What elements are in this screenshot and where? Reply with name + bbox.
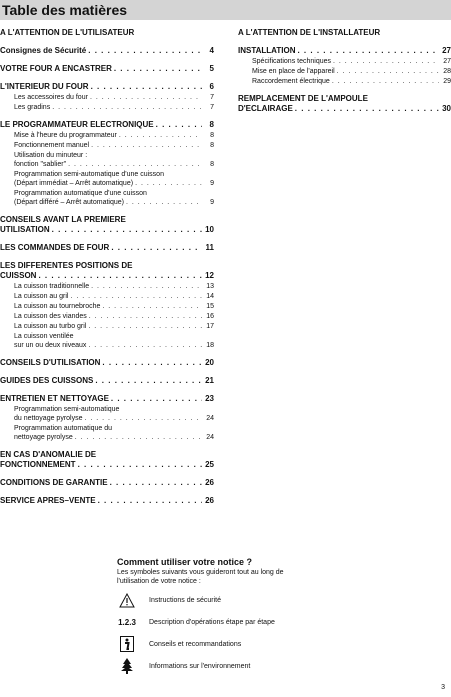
- toc-entry-text: nettoyage pyrolyse: [14, 434, 73, 441]
- toc-subentry: [0, 93, 214, 102]
- toc-subentry: [238, 67, 451, 76]
- toc-entry: [0, 64, 214, 74]
- toc-subentry: [0, 302, 214, 311]
- toc-entry-text: sur un ou deux niveaux: [14, 342, 87, 349]
- dot-leader: [109, 243, 202, 253]
- title-bar: [0, 0, 451, 20]
- toc-page-number: 30: [442, 104, 451, 113]
- dot-leader: [76, 460, 202, 470]
- toc-subentry: [238, 77, 451, 86]
- toc-page-number: 5: [209, 64, 214, 73]
- toc-entry-text: Spécifications techniques: [252, 58, 331, 65]
- toc-page-number: 18: [206, 342, 214, 349]
- usage-guide-title: Comment utiliser votre notice ?: [117, 557, 253, 567]
- toc-entry-text: Consignes de Sécurité: [0, 46, 87, 55]
- toc-subentry: [0, 141, 214, 150]
- dot-leader: [88, 93, 202, 102]
- toc-page-number: 21: [205, 376, 214, 385]
- toc-entry-text: Mise en place de l'appareil: [252, 68, 335, 75]
- toc-page-number: 16: [206, 313, 214, 320]
- toc-page-number: 8: [209, 120, 214, 129]
- toc-entry-text: FONCTIONNEMENT: [0, 460, 76, 469]
- toc-entry-text: UTILISATION: [0, 225, 50, 234]
- info-i-icon: [117, 635, 137, 653]
- toc-section-header: [0, 28, 214, 38]
- toc-entry: [0, 46, 214, 56]
- page-number: 3: [441, 684, 445, 691]
- toc-entry: [0, 215, 214, 235]
- dot-leader: [36, 271, 202, 281]
- toc-entry-text: CUISSON: [0, 271, 37, 280]
- toc-entry-text: LE PROGRAMMATEUR ELECTRONIQUE: [0, 120, 154, 129]
- toc-page-number: 11: [205, 243, 214, 252]
- toc-subentry: [238, 57, 451, 66]
- toc-page-number: 28: [443, 68, 451, 75]
- dot-leader: [100, 358, 202, 368]
- toc-entry: [0, 120, 214, 130]
- dot-leader: [293, 104, 439, 114]
- toc-subentry: [0, 103, 214, 112]
- toc-page-number: 27: [443, 58, 451, 65]
- dot-leader: [335, 67, 439, 76]
- dot-leader: [89, 141, 202, 150]
- usage-guide-intro-2: l'utilisation de votre notice :: [117, 578, 201, 585]
- toc-entry-text: CONSEILS D'UTILISATION: [0, 358, 101, 367]
- symbol-label: Instructions de sécurité: [149, 596, 221, 604]
- toc-entry-text: ENTRETIEN ET NETTOYAGE: [0, 394, 109, 403]
- toc-page-number: 8: [210, 161, 214, 168]
- symbol-row-tips: [117, 634, 347, 654]
- tree-icon: [117, 657, 137, 675]
- toc-entry: [0, 450, 214, 470]
- dot-leader: [96, 496, 202, 506]
- toc-entry: [0, 243, 214, 253]
- dot-leader: [331, 57, 439, 66]
- dot-leader: [100, 302, 202, 311]
- dot-leader: [89, 282, 202, 291]
- symbol-row-steps: [117, 612, 347, 632]
- dot-leader: [86, 322, 202, 331]
- toc-page-number: 24: [206, 415, 214, 422]
- toc-page-number: 8: [210, 142, 214, 149]
- dot-leader: [68, 292, 202, 301]
- toc-subentry: [0, 170, 214, 188]
- toc-page-number: 27: [442, 46, 451, 55]
- dot-leader: [154, 120, 202, 130]
- dot-leader: [108, 478, 202, 488]
- toc-page-number: 9: [210, 180, 214, 187]
- warning-triangle-icon: [117, 591, 137, 609]
- dot-leader: [87, 312, 202, 321]
- toc-page-number: 12: [205, 271, 214, 280]
- toc-subentry: [0, 189, 214, 207]
- toc-page-number: 6: [209, 82, 214, 91]
- dot-leader: [50, 103, 202, 112]
- toc-entry-text: Fonctionnement manuel: [14, 142, 90, 149]
- toc-left-column: [0, 28, 214, 506]
- toc-entry-text: La cuisson des viandes: [14, 313, 87, 320]
- toc-subentry: [0, 322, 214, 331]
- toc-entry-text-line1: LES DIFFERENTES POSITIONS DE: [0, 261, 133, 270]
- toc-entry: [0, 82, 214, 92]
- toc-entry-text-line1: Utilisation du minuteur :: [14, 152, 88, 159]
- toc-entry-text-line1: Programmation semi-automatique d'une cuisson: [14, 171, 164, 178]
- toc-page-number: 15: [206, 303, 214, 310]
- toc-entry-text: VOTRE FOUR A ENCASTRER: [0, 64, 112, 73]
- dot-leader: [66, 160, 202, 169]
- dot-leader: [93, 376, 202, 386]
- toc-entry: [0, 478, 214, 488]
- toc-page-number: 17: [206, 323, 214, 330]
- toc-page-number: 14: [206, 293, 214, 300]
- toc-page-number: 29: [443, 78, 451, 85]
- toc-page-number: 7: [210, 94, 214, 101]
- toc-entry-text-line1: Programmation semi-automatique: [14, 406, 120, 413]
- dot-leader: [73, 433, 202, 442]
- toc-entry: [238, 94, 451, 114]
- toc-subentry: [0, 332, 214, 350]
- toc-entry-text-line1: EN CAS D'ANOMALIE DE: [0, 450, 97, 459]
- toc-entry-text: INSTALLATION: [238, 46, 296, 55]
- toc-page-number: 26: [205, 496, 214, 505]
- dot-leader: [83, 414, 203, 423]
- toc-subentry: [0, 282, 214, 291]
- dot-leader: [86, 46, 202, 56]
- toc-page-number: 24: [206, 434, 214, 441]
- symbol-row-environment: [117, 656, 347, 676]
- dot-leader: [86, 341, 202, 350]
- dot-leader: [117, 131, 202, 140]
- toc-page-number: 23: [205, 394, 214, 403]
- toc-entry-text: D'ECLAIRAGE: [238, 104, 293, 113]
- dot-leader: [112, 64, 202, 74]
- dot-leader: [133, 179, 202, 188]
- toc-entry-text-line1: La cuisson ventilée: [14, 333, 74, 340]
- toc-entry-text: GUIDES DES CUISSONS: [0, 376, 94, 385]
- steps-number-icon: 1.2.3: [118, 617, 136, 627]
- usage-guide-intro: Les symboles suivants vous guideront tout au long de: [117, 569, 284, 576]
- toc-entry-text: A L'ATTENTION DE L'UTILISATEUR: [0, 28, 135, 37]
- toc-subentry: [0, 405, 214, 423]
- symbol-label: Description d'opérations étape par étape: [149, 618, 275, 626]
- toc-page-number: 7: [210, 104, 214, 111]
- toc-entry-text-line1: Programmation automatique du: [14, 425, 113, 432]
- toc-subentry: [0, 151, 214, 169]
- toc-subentry: [0, 312, 214, 321]
- dot-leader: [330, 77, 439, 86]
- dot-leader: [124, 198, 202, 207]
- dot-leader: [89, 82, 202, 92]
- toc-entry-text: L'INTERIEUR DU FOUR: [0, 82, 89, 91]
- toc-entry-text-line1: REMPLACEMENT DE L'AMPOULE: [238, 94, 368, 103]
- toc-section-header: [238, 28, 451, 38]
- toc-entry-text: La cuisson au gril: [14, 293, 69, 300]
- toc-page-number: 26: [205, 478, 214, 487]
- toc-entry: [0, 376, 214, 386]
- toc-entry-text: Les gradins: [14, 104, 51, 111]
- page-title: Table des matières: [2, 2, 128, 18]
- toc-entry-text: (Départ immédiat – Arrêt automatique): [14, 180, 134, 187]
- toc-entry-text: (Départ différé – Arrêt automatique): [14, 199, 124, 206]
- toc-subentry: [0, 131, 214, 140]
- symbol-label: Informations sur l'environnement: [149, 662, 251, 670]
- toc-right-column: [238, 28, 451, 114]
- toc-entry-text: Mise à l'heure du programmateur: [14, 132, 117, 139]
- toc-page-number: 8: [210, 132, 214, 139]
- toc-entry-text: du nettoyage pyrolyse: [14, 415, 83, 422]
- dot-leader: [109, 394, 202, 404]
- toc-entry-text: CONDITIONS DE GARANTIE: [0, 478, 108, 487]
- toc-entry-text: Raccordement électrique: [252, 78, 330, 85]
- toc-entry: [0, 358, 214, 368]
- symbol-label: Conseils et recommandations: [149, 640, 242, 648]
- toc-entry-text-line1: CONSEILS AVANT LA PREMIERE: [0, 215, 126, 224]
- toc-entry-text: La cuisson au tournebroche: [14, 303, 101, 310]
- toc-entry: [238, 46, 451, 56]
- usage-guide: [117, 556, 347, 676]
- toc-entry-text: La cuisson traditionnelle: [14, 283, 90, 290]
- toc-entry-text-line1: Programmation automatique d'une cuisson: [14, 190, 147, 197]
- toc-entry: [0, 394, 214, 404]
- dot-leader: [50, 225, 202, 235]
- symbol-row-safety: [117, 590, 347, 610]
- toc-entry: [0, 261, 214, 281]
- toc-page-number: 20: [205, 358, 214, 367]
- toc-entry: [0, 496, 214, 506]
- toc-entry-text: fonction "sablier": [14, 161, 67, 168]
- dot-leader: [295, 46, 439, 56]
- toc-page-number: 4: [209, 46, 214, 55]
- toc-subentry: [0, 292, 214, 301]
- toc-entry-text: La cuisson au turbo gril: [14, 323, 87, 330]
- toc-page-number: 10: [205, 225, 214, 234]
- toc-entry-text: LES COMMANDES DE FOUR: [0, 243, 110, 252]
- toc-entry-text: A L'ATTENTION DE L'INSTALLATEUR: [238, 28, 381, 37]
- toc-page-number: 9: [210, 199, 214, 206]
- toc-page-number: 25: [205, 460, 214, 469]
- toc-entry-text: SERVICE APRES–VENTE: [0, 496, 96, 505]
- toc-entry-text: Les accessoires du four: [14, 94, 88, 101]
- toc-subentry: [0, 424, 214, 442]
- toc-page-number: 13: [206, 283, 214, 290]
